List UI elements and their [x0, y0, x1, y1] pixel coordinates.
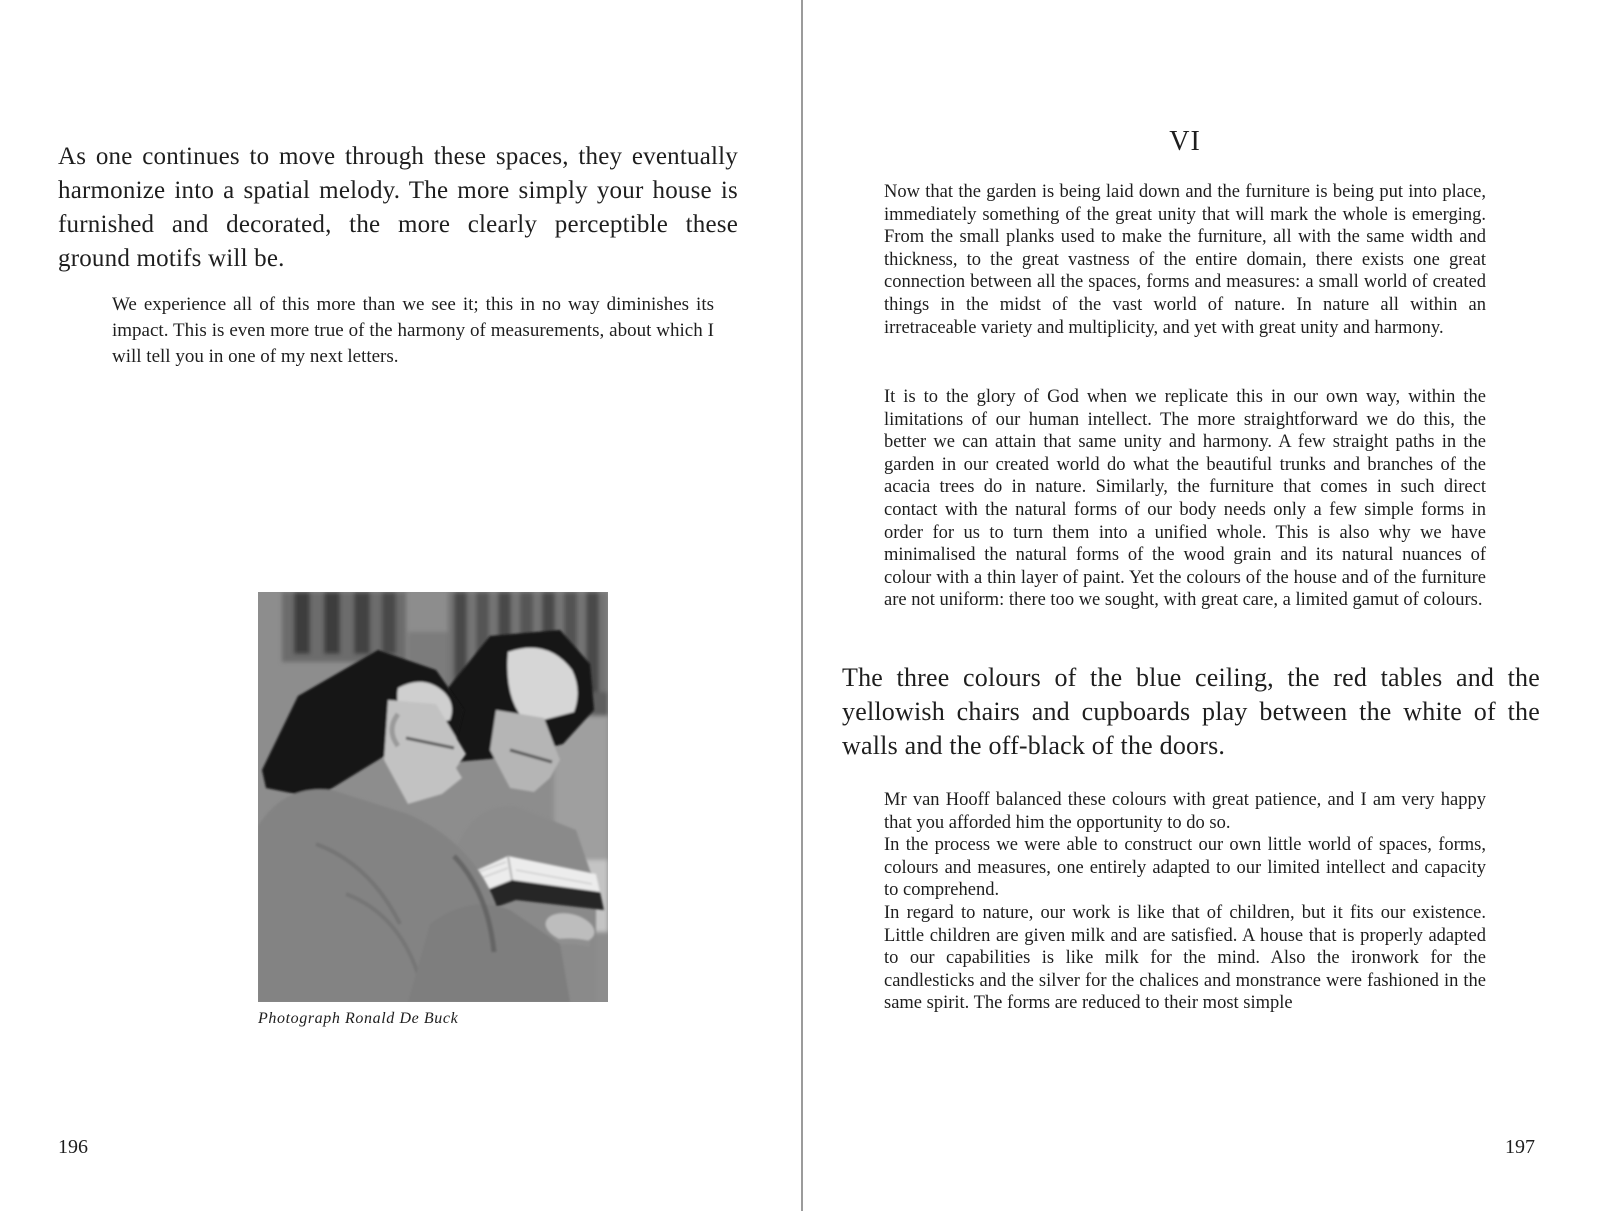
note-paragraph: We experience all of this more than we see it; this in no way diminishes its impact. This is even more true of the harmony of measurements, about which I will tell you in one of my next letters. — [112, 294, 714, 367]
chapter-heading: VI — [1169, 126, 1201, 157]
body-paragraph-3b: In the process we were able to construct our own little world of spaces, forms, colours and measures, one entirely adapted to our limited intellect and capacity to comprehend. — [884, 835, 1486, 901]
body-paragraph-3 — [884, 789, 1486, 1015]
photo-caption: Photograph Ronald De Buck — [258, 1010, 459, 1027]
nuns-photo — [258, 592, 608, 1002]
page-number-right: 197 — [1505, 1136, 1535, 1158]
lead-paragraph: As one continues to move through these spaces, they eventually harmonize into a spatial melody. The more simply your house is furnished and decorated, the more clearly perceptible these ground motifs will be. — [58, 143, 738, 272]
body-paragraph-1: Now that the garden is being laid down and the furniture is being put into place, immediately something of the great unity that will mark the whole is emerging. From the small planks used to make the furniture, all with the same width and thickness, to the great vastness of the entire domain, there exists one great connection between all the spaces, forms and measures: a small world of created things in the midst of the vast world of nature. In nature all within an irretraceable variety and multiplicity, and yet with great unity and harmony. — [884, 182, 1486, 338]
page-divider — [801, 0, 803, 1211]
body-paragraph-3a: Mr van Hooff balanced these colours with great patience, and I am very happy that you afforded him the opportunity to do so. — [884, 790, 1486, 833]
nuns-photo-illustration — [258, 592, 608, 1002]
page-number-left: 196 — [58, 1136, 88, 1158]
body-paragraph-3c: In regard to nature, our work is like that of children, but it fits our existence. Little children are given milk and are satisfied. A house that is properly adapted to our capabilities is like milk for the mind. Also the ironwork for the candlesticks and the silver for the chalices and monstrance were fashioned in the same spirit. The forms are reduced to their most simple — [884, 902, 1486, 1014]
pull-paragraph: The three colours of the blue ceiling, the red tables and the yellowish chairs and cupboards play between the white of the walls and the off-black of the doors. — [842, 663, 1540, 760]
body-paragraph-2: It is to the glory of God when we replicate this in our own way, within the limitations of our human intellect. The more straightforward we do this, the better we can attain that same unity and harmony. A few straight paths in the garden in our created world do what the beautiful trunks and branches of the acacia trees do in nature. Similarly, the furniture that comes in such direct contact with the natural forms of our body needs only a few simple forms in order for us to turn them into a unified whole. This is also why we have minimalised the natural forms of the wood grain and its natural nuances of colour with a thin layer of paint. Yet the colours of the house and of the furniture are not uniform: there too we sought, with great care, a limited gamut of colours. — [884, 387, 1486, 611]
